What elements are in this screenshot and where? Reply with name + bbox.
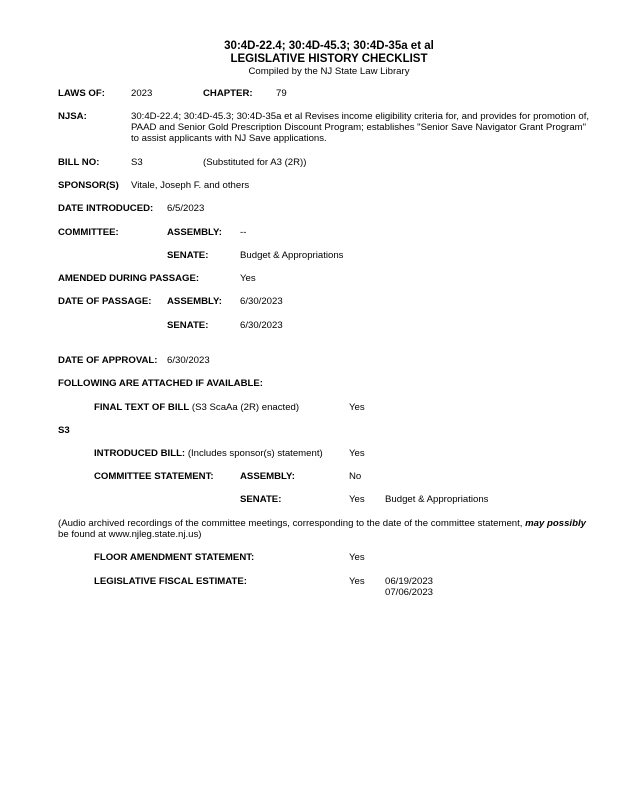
passage-assembly-value: 6/30/2023: [240, 296, 283, 307]
fiscal-estimate-date-1: 06/19/2023: [385, 576, 434, 587]
page-title: 30:4D-22.4; 30:4D-45.3; 30:4D-35a et al: [224, 40, 434, 52]
audio-note-emphasis: may possibly: [525, 518, 586, 529]
njsa-line-3: to assist applicants with NJ Save applications.: [131, 133, 327, 144]
amended-label: AMENDED DURING PASSAGE:: [58, 273, 200, 284]
date-of-approval-value: 6/30/2023: [167, 355, 210, 366]
bill-no-note: (Substituted for A3 (2R)): [203, 157, 307, 168]
passage-assembly-label: ASSEMBLY:: [167, 296, 222, 307]
chapter-label: CHAPTER:: [203, 88, 253, 99]
attached-heading: FOLLOWING ARE ATTACHED IF AVAILABLE:: [58, 378, 263, 389]
introduced-bill-value: Yes: [349, 448, 365, 459]
njsa-label: NJSA:: [58, 111, 87, 122]
committee-label: COMMITTEE:: [58, 227, 119, 238]
passage-senate-label: SENATE:: [167, 320, 209, 331]
introduced-bill-label: INTRODUCED BILL:: [94, 448, 186, 459]
floor-amendment-label: FLOOR AMENDMENT STATEMENT:: [94, 552, 255, 563]
floor-amendment-value: Yes: [349, 552, 365, 563]
sponsor-label: SPONSOR(S): [58, 180, 119, 191]
committee-assembly-value: --: [240, 227, 247, 238]
chapter-value: 79: [276, 88, 287, 99]
bill-no-value: S3: [131, 157, 143, 168]
passage-senate-value: 6/30/2023: [240, 320, 283, 331]
date-of-approval-label: DATE OF APPROVAL:: [58, 355, 158, 366]
statement-senate-label: SENATE:: [240, 494, 282, 505]
statement-senate-committee: Budget & Appropriations: [385, 494, 489, 505]
statement-assembly-label: ASSEMBLY:: [240, 471, 295, 482]
committee-assembly-label: ASSEMBLY:: [167, 227, 222, 238]
committee-statement-label: COMMITTEE STATEMENT:: [94, 471, 214, 482]
fiscal-estimate-value: Yes: [349, 576, 365, 587]
final-text-label: FINAL TEXT OF BILL: [94, 402, 190, 413]
njsa-line-2: PAAD and Senior Gold Prescription Discount Program; establishes "Senior Save Navigator Grant Program": [131, 122, 587, 133]
committee-senate-label: SENATE:: [167, 250, 209, 261]
amended-value: Yes: [240, 273, 256, 284]
introduced-bill-detail: (Includes sponsor(s) statement): [187, 448, 323, 459]
date-introduced-label: DATE INTRODUCED:: [58, 203, 154, 214]
sponsor-value: Vitale, Joseph F. and others: [131, 180, 250, 191]
fiscal-estimate-label: LEGISLATIVE FISCAL ESTIMATE:: [94, 576, 247, 587]
section-s3: S3: [58, 425, 70, 436]
committee-senate-value: Budget & Appropriations: [240, 250, 344, 261]
bill-no-label: BILL NO:: [58, 157, 100, 168]
final-text-detail: (S3 ScaAa (2R) enacted): [191, 402, 300, 413]
introduced-bill-row: [94, 448, 323, 459]
page-subtitle: LEGISLATIVE HISTORY CHECKLIST: [230, 53, 428, 65]
compiled-by: Compiled by the NJ State Law Library: [248, 66, 410, 77]
fiscal-estimate-date-2: 07/06/2023: [385, 587, 434, 598]
date-of-passage-label: DATE OF PASSAGE:: [58, 296, 152, 307]
audio-note-text: (Audio archived recordings of the committee meetings, corresponding to the date of the committee statement,: [58, 518, 523, 529]
final-text-row: [94, 402, 299, 413]
statement-senate-value: Yes: [349, 494, 365, 505]
audio-note-line-1: [58, 518, 586, 529]
date-introduced-value: 6/5/2023: [167, 203, 205, 214]
statement-assembly-value: No: [349, 471, 362, 482]
njsa-line-1: 30:4D-22.4; 30:4D-45.3; 30:4D-35a et al Revises income eligibility criteria for, and provides for promotion of,: [131, 111, 590, 122]
final-text-value: Yes: [349, 402, 365, 413]
audio-note-line-2: be found at www.njleg.state.nj.us): [58, 529, 202, 540]
laws-of-value: 2023: [131, 88, 153, 99]
laws-of-label: LAWS OF:: [58, 88, 105, 99]
